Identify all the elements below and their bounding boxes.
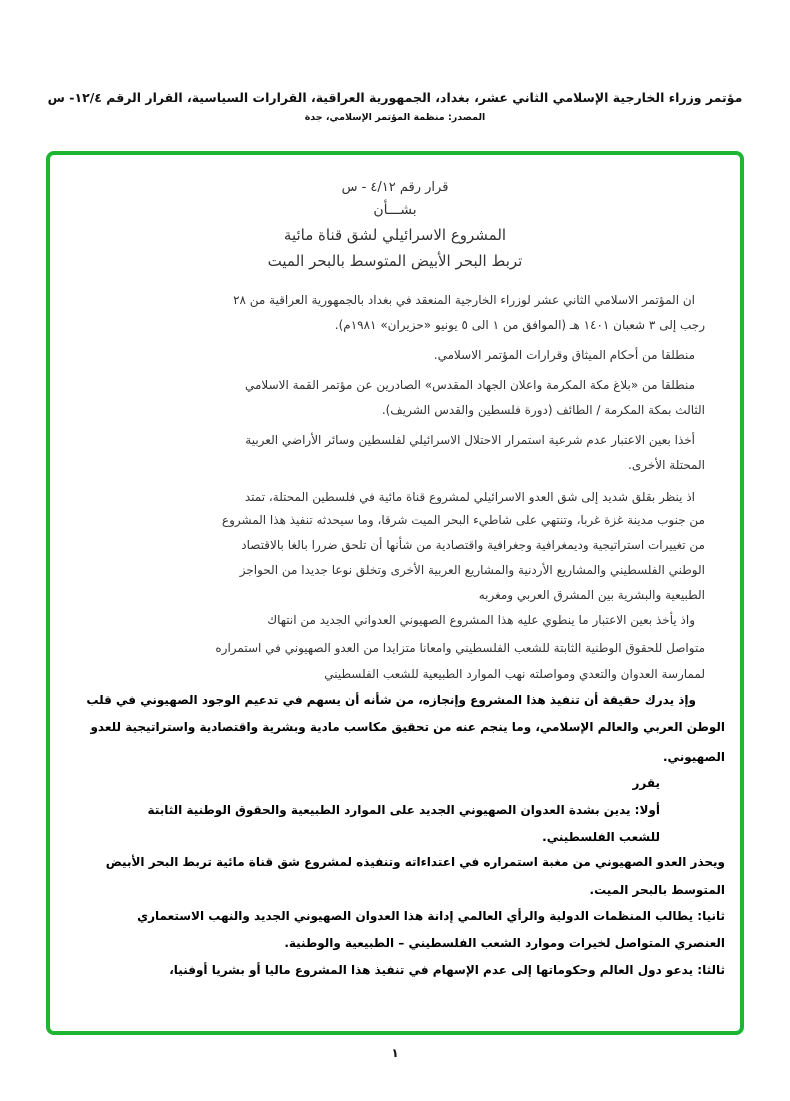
text-line: أولا: يدين بشدة العدوان الصهيوني الجديد على الموارد الطبيعية والحقوق الوطنية الثابتة [147, 803, 660, 817]
text-line: من تغييرات استراتيجية وديمغرافية وجغرافية واقتصادية من شأنها أن تلحق ضررا بالغا بالاقتصاد [241, 538, 705, 552]
text-line: وإذ يدرك حقيقة أن تنفيذ هذا المشروع وإنجازه، من شأنه أن يسهم في تدعيم الوجود الصهيوني في قلب [86, 693, 696, 707]
text-line: ويحذر العدو الصهيوني من مغبة استمراره في اعتداءاته وتنفيذه لمشروع شق قناة مائية تربط البحر الأبيض [105, 855, 725, 869]
document-header-title: مؤتمر وزراء الخارجية الإسلامي الثاني عشر، بغداد، الجمهورية العراقية، القرارات السياسية، القرار الرقم ١٢/٤- س [47, 90, 743, 105]
text-line: المحتلة الأخرى. [628, 458, 705, 472]
text-line: لممارسة العدوان والتعدي ومواصلته نهب الموارد الطبيعية للشعب الفلسطيني [324, 667, 705, 681]
text-line: الطبيعية والبشرية بين المشرق العربي ومغربه [478, 588, 705, 602]
text-line: اذ ينظر بقلق شديد إلى شق العدو الاسرائيلي لمشروع قناة مائية في فلسطين المحتلة، تمتد [244, 490, 695, 504]
text-line: للشعب الفلسطيني. [542, 830, 660, 844]
text-line: الوطني الفلسطيني والمشاريع الأردنية والمشاريع العربية الأخرى وتخلق نوعا جديدا من الحواجز [239, 563, 705, 577]
text-line: واذ يأخذ بعين الاعتبار ما ينطوي عليه هذا المشروع الصهيوني العدواني الجديد من انتهاك [267, 613, 695, 627]
text-line: رجب إلى ٣ شعبان ١٤٠١ هـ (الموافق من ١ الى ٥ يونيو «حزيران» ١٩٨١م). [334, 318, 705, 332]
text-line: الوطن العربي والعالم الإسلامي، وما ينجم عنه من تحقيق مكاسب مادية وبشرية واقتصادية واستراتيجية للعدو [90, 720, 725, 734]
text-line: متواصل للحقوق الوطنية الثابتة للشعب الفلسطيني وامعانا متزايدا من العدو الصهيوني في استمراره [215, 641, 705, 655]
document-source: المصدر: منظمة المؤتمر الإسلامي، جدة [304, 112, 486, 123]
text-line: ان المؤتمر الاسلامي الثاني عشر لوزراء الخارجية المنعقد في بغداد بالجمهورية العراقية من ٢٨ [233, 293, 695, 307]
text-line: المتوسط بالبحر الميت. [589, 883, 725, 897]
title-regarding: بشـــأن [373, 202, 417, 218]
text-line: من جنوب مدينة غزة غربا، وتنتهي على شاطيء البحر الميت شرقا، وما سيحدثه تنفيذ هذا المشروع [221, 513, 705, 527]
resolution-number: قرار رقم ٤/١٢ - س [341, 180, 449, 195]
text-line: منطلقا من أحكام الميثاق وقرارات المؤتمر الاسلامي. [433, 348, 695, 362]
text-line: الصهيوني. [663, 750, 725, 764]
text-line: ثانيا: يطالب المنظمات الدولية والرأي العالمي إدانة هذا العدوان الصهيوني الجديد والنهب الاستعماري [137, 909, 725, 923]
text-line: العنصري المتواصل لخيرات وموارد الشعب الفلسطيني – الطبيعية والوطنية. [284, 936, 725, 950]
title-line-2: تربط البحر الأبيض المتوسط بالبحر الميت [267, 252, 523, 270]
text-line: ثالثا: يدعو دول العالم وحكوماتها إلى عدم الإسهام في تنفيذ هذا المشروع ماليا أو بشريا أوفنيا، [169, 963, 725, 977]
title-line-1: المشروع الاسرائيلي لشق قناة مائية [283, 226, 507, 244]
text-line: أخذا بعين الاعتبار عدم شرعية استمرار الاحتلال الاسرائيلي لفلسطين وسائر الأراضي العربية [245, 433, 695, 447]
decides-heading: يقرر [632, 776, 660, 790]
text-line: منطلقا من «بلاغ مكة المكرمة واعلان الجهاد المقدس» الصادرين عن مؤتمر القمة الاسلامي [244, 378, 695, 392]
text-line: الثالث بمكة المكرمة / الطائف (دورة فلسطين والقدس الشريف). [381, 403, 705, 417]
page-number: ١ [391, 1046, 399, 1060]
